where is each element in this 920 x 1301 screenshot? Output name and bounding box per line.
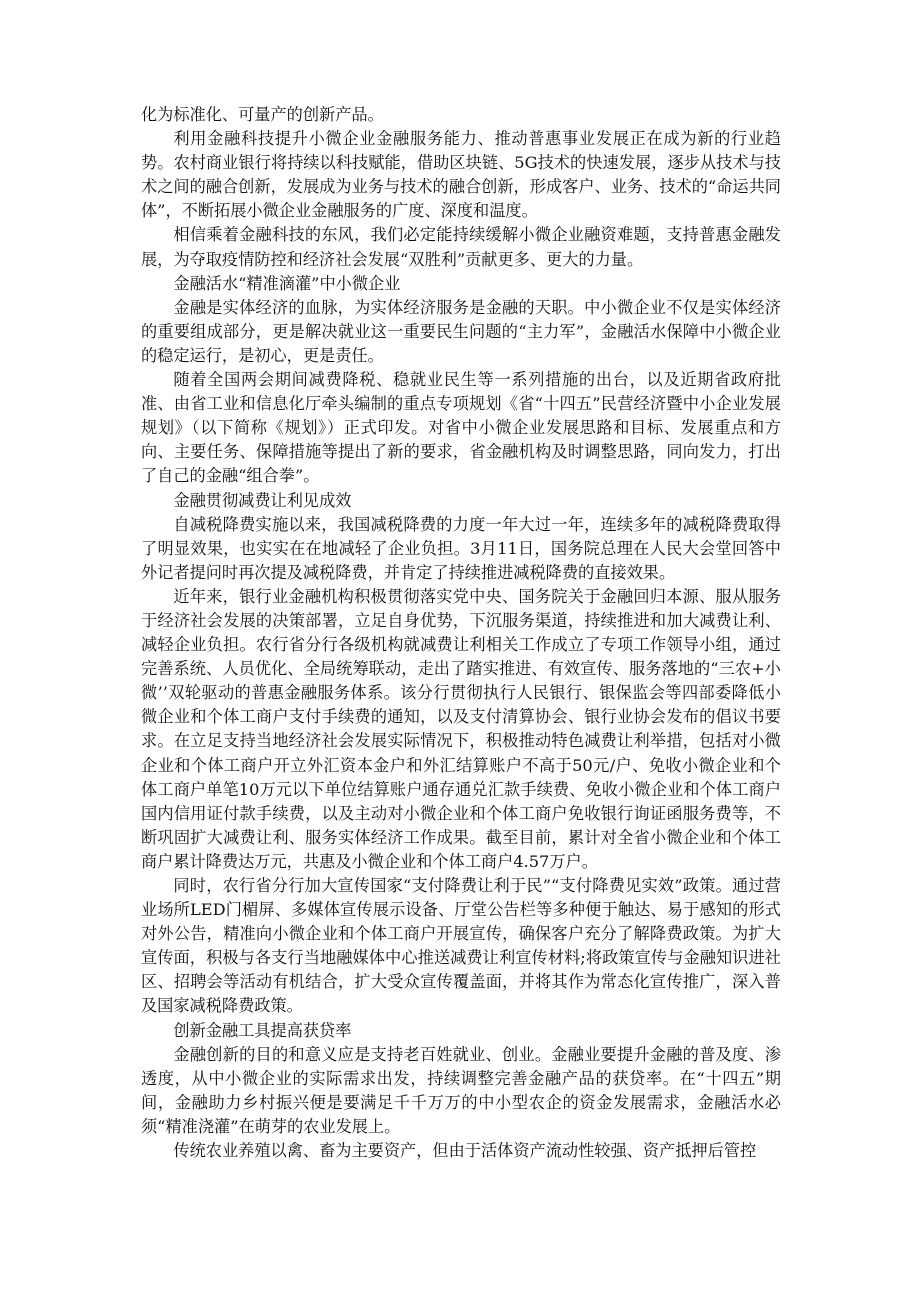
section-heading: 金融活水“精准滴灌”中小微企业 [173, 273, 401, 293]
paragraph: 随着全国两会期间减费降税、稳就业民生等一系列措施的出台，以及近期省政府批准、由省工业和信息化厅牵头编制的重点专项规划《省“十四五”民营经济暨中小企业发展规划》（以下简称《规划》）正式印发。对省中小微企业发展思路和目标、发展重点和方向、主要任务、保障措施等提出了新的要求，省金融机构及时调整思路，同向发力，打出了自己的金融“组合拳”。 [141, 370, 781, 486]
paragraph: 金融是实体经济的血脉，为实体经济服务是金融的天职。中小微企业不仅是实体经济的重要组成部分，更是解决就业这一重要民生问题的“主力军”，金融活水保障中小微企业的稳定运行，是初心，更是责任。 [141, 297, 781, 365]
paragraph: 自减税降费实施以来，我国减税降费的力度一年大过一年，连续多年的减税降费取得了明显效果，也实实在在地减轻了企业负担。3月11日，国务院总理在人民大会堂回答中外记者提问时再次提及减税降费，并肯定了持续推进减税降费的直接效果。 [141, 514, 781, 582]
paragraph: 同时，农行省分行加大宣传国家“支付降费让利于民”“支付降费见实效”政策。通过营业场所LED门楣屏、多媒体宣传展示设备、厅堂公告栏等多种便于触达、易于感知的形式对外公告，精准向小微企业和个体工商户开展宣传，确保客户充分了解降费政策。为扩大宣传面，积极与各支行当地融媒体中心推送减费让利宣传材料;将政策宣传与金融知识进社区、招聘会等活动有机结合，扩大受众宣传覆盖面，并将其作为常态化宣传推广，深入普及国家减税降费政策。 [141, 876, 781, 1016]
paragraph: 相信乘着金融科技的东风，我们必定能持续缓解小微企业融资难题，支持普惠金融发展，为夺取疫情防控和经济社会发展“双胜利”贡献更多、更大的力量。 [141, 225, 781, 269]
paragraph: 传统农业养殖以禽、畜为主要资产，但由于活体资产流动性较强、资产抵押后管控 [173, 1141, 757, 1161]
document-body [141, 103, 781, 1163]
paragraph: 金融创新的目的和意义应是支持老百姓就业、创业。金融业要提升金融的普及度、渗透度，从中小微企业的实际需求出发，持续调整完善金融产品的获贷率。在“十四五”期间，金融助力乡村振兴便是要满足千千万万的中小型农企的资金发展需求，金融活水必须“精准浇灌”在萌芽的农业发展上。 [141, 1044, 781, 1136]
paragraph: 近年来，银行业金融机构积极贯彻落实党中央、国务院关于金融回归本源、服从服务于经济社会发展的决策部署，立足自身优势，下沉服务渠道，持续推进和加大减费让利、减轻企业负担。农行省分行各级机构就减费让利相关工作成立了专项工作领导小组，通过完善系统、人员优化、全局统筹联动，走出了踏实推进、有效宣传、服务落地的“三农+小微’’双轮驱动的普惠金融服务体系。该分行贯彻执行人民银行、银保监会等四部委降低小微企业和个体工商户支付手续费的通知，以及支付清算协会、银行业协会发布的倡议书要求。在立足支持当地经济社会发展实际情况下，积极推动特色减费让利举措，包括对小微企业和个体工商户开立外汇资本金户和外汇结算账户不高于50元/户、免收小微企业和个体工商户单笔10万元以下单位结算账户通存通兑汇款手续费、免收小微企业和个体工商户国内信用证付款手续费，以及主动对小微企业和个体工商户免收银行询证函服务费等，不断巩固扩大减费让利、服务实体经济工作成果。截至目前，累计对全省小微企业和个体工商户累计降费达万元，共惠及小微企业和个体工商户4.57万户。 [141, 586, 781, 871]
section-heading: 金融贯彻减费让利见成效 [173, 490, 352, 510]
paragraph: 利用金融科技提升小微企业金融服务能力、推动普惠事业发展正在成为新的行业趋势。农村商业银行将持续以科技赋能，借助区块链、5G技术的快速发展，逐步从技术与技术之间的融合创新，发展成为业务与技术的融合创新，形成客户、业务、技术的“命运共同体”，不断拓展小微企业金融服务的广度、深度和温度。 [141, 129, 781, 221]
paragraph-continued: 化为标准化、可量产的创新产品。 [141, 105, 384, 124]
section-heading: 创新金融工具提高获贷率 [173, 1020, 352, 1040]
